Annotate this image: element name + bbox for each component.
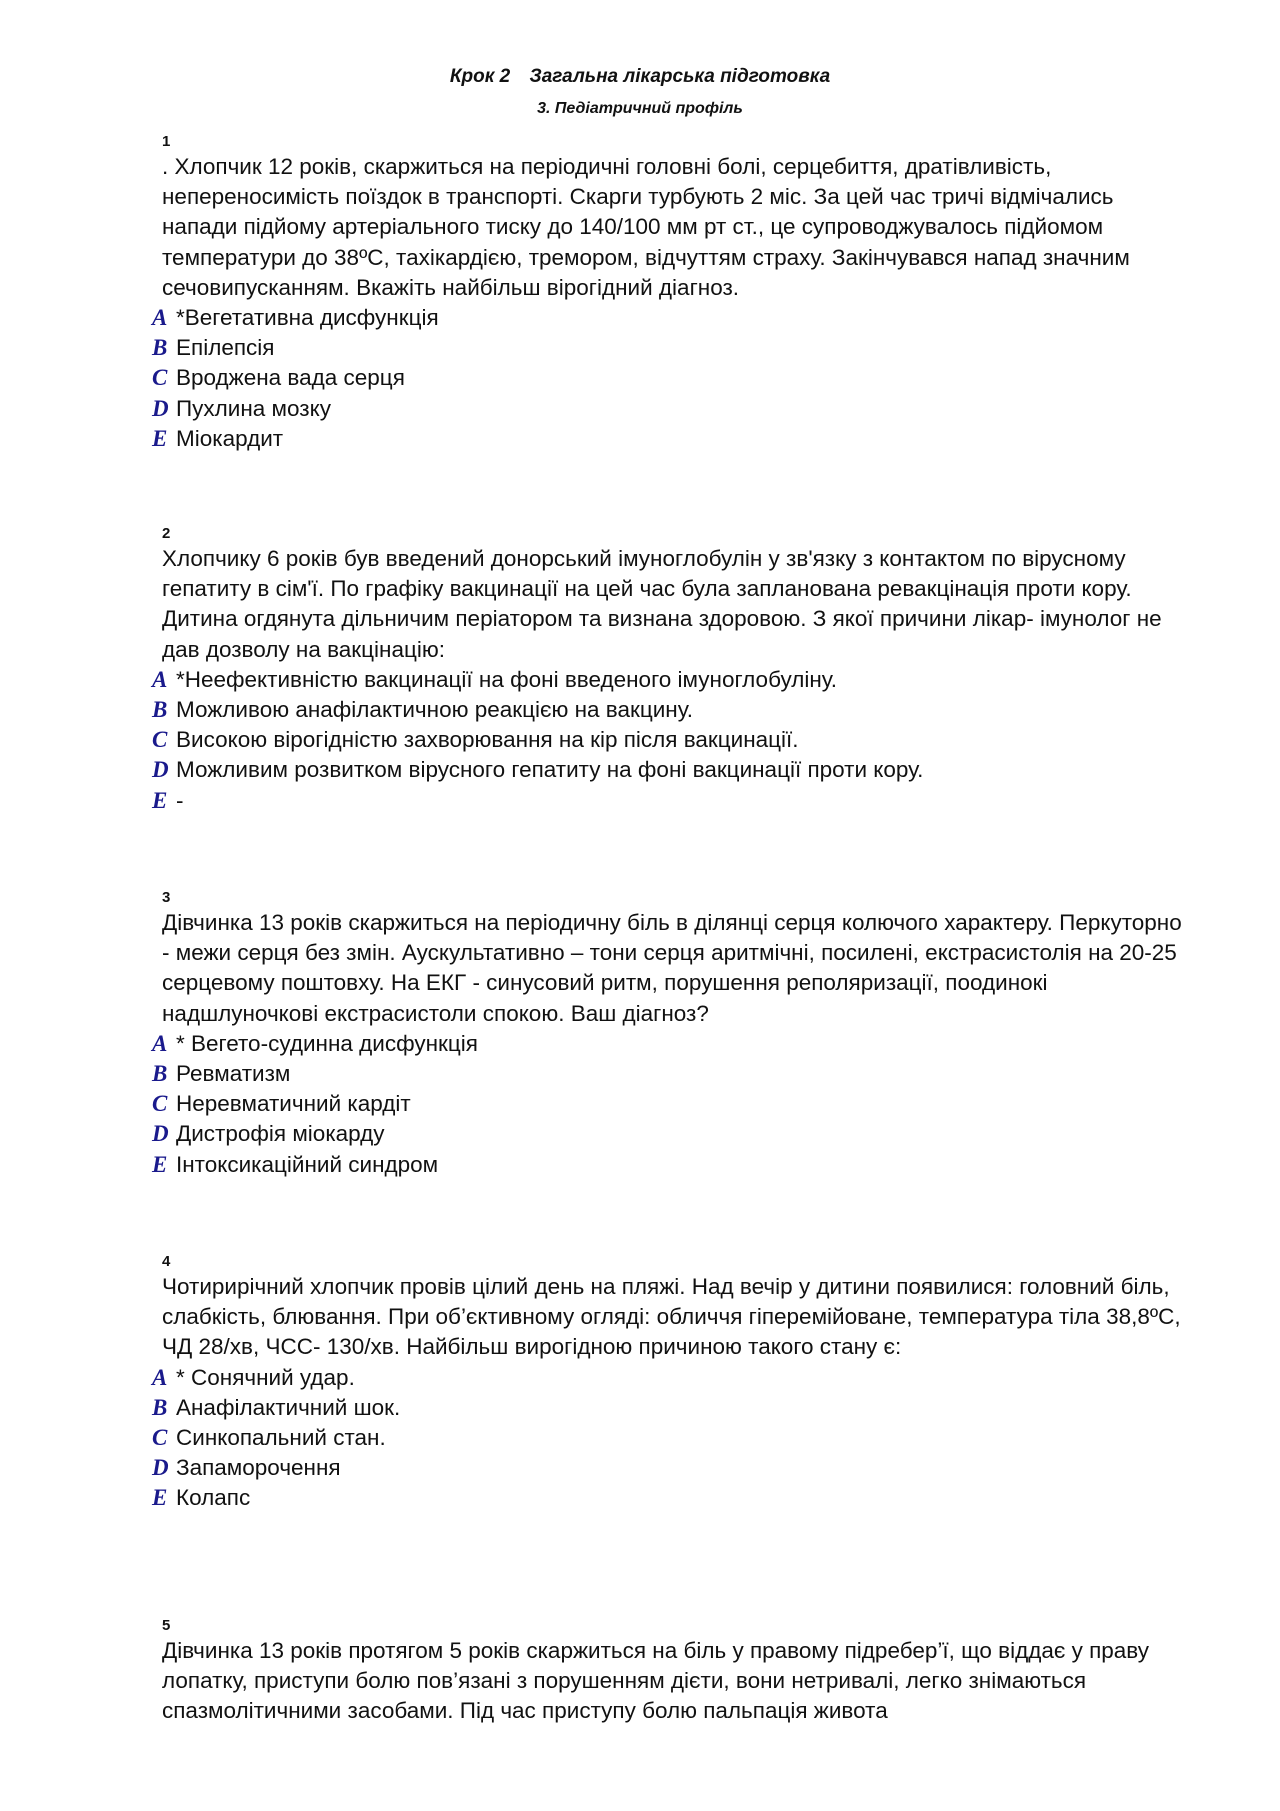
question-text: . Хлопчик 12 років, скаржиться на періодичні головні болі, серцебиття, дратівливість, непереносимість поїздок в транспорті. Скарги турбують 2 міс. За цей час тричі відмічались напади підйому артеріального тиску до 140/100 мм рт ст., це супроводжувалось підйомом температури до 38ºС, тахікардією, тремором, відчуттям страху. Закінчувався напад значним сечовипусканням. Вкажіть найбільш вірогідний діагноз. xyxy=(162,154,1130,300)
option-c[interactable] xyxy=(152,1423,1192,1453)
option-text: Синкопальний стан. xyxy=(176,1425,386,1451)
option-text: Міокардит xyxy=(176,425,284,451)
option-text: Можливою анафілактичною реакцією на вакцину. xyxy=(176,697,693,723)
option-letter: E xyxy=(152,425,168,451)
option-d[interactable] xyxy=(152,394,1192,424)
title-exam: Крок 2 xyxy=(449,66,511,87)
option-letter: E xyxy=(152,1485,168,1511)
option-letter: B xyxy=(152,335,168,361)
title-subject: Загальна лікарська підготовка xyxy=(529,66,831,87)
option-c[interactable] xyxy=(152,1089,1192,1119)
option-letter: D xyxy=(152,1121,169,1147)
option-a[interactable] xyxy=(152,1363,1192,1393)
option-text: Неревматичний кардіт xyxy=(176,1091,411,1117)
answer-options xyxy=(152,1029,1192,1180)
option-b[interactable] xyxy=(152,695,1192,725)
option-text: Інтоксикаційний синдром xyxy=(176,1151,439,1177)
option-letter: D xyxy=(152,757,169,783)
option-letter: A xyxy=(152,1364,168,1390)
question-number: 1 xyxy=(162,133,171,150)
page-subtitle: 3. Педіатричний профіль xyxy=(537,100,743,117)
page-title xyxy=(0,66,1280,88)
option-a[interactable] xyxy=(152,303,1192,333)
question-text: Дівчинка 13 років скаржиться на періодичну біль в ділянці серця колючого характеру. Перкуторно - межи серця без змін. Аускультативно – тони серця аритмічні, посилені, екстрасистолія на 20-25 серцевому поштовху. На ЕКГ - синусовий ритм, порушення реполяризації, поодинокі надшлуночкові екстрасистоли спокою. Ваш діагноз? xyxy=(162,910,1182,1026)
option-text: Ревматизм xyxy=(176,1061,291,1087)
option-d[interactable] xyxy=(152,1119,1192,1149)
option-e[interactable] xyxy=(152,1483,1192,1513)
question-number: 5 xyxy=(162,1617,171,1634)
option-text: Дистрофія міокарду xyxy=(176,1121,385,1147)
question-4 xyxy=(152,1252,1192,1514)
option-text: Епілепсія xyxy=(176,335,275,361)
option-text: Запаморочення xyxy=(176,1455,341,1481)
option-letter: C xyxy=(152,727,168,753)
option-text: *Неефективністю вакцинації на фоні введеного імуноглобуліну. xyxy=(176,666,838,692)
question-5 xyxy=(152,1616,1192,1727)
option-text: Вроджена вада серця xyxy=(176,365,405,391)
option-letter: D xyxy=(152,1455,169,1481)
option-a[interactable] xyxy=(152,665,1192,695)
option-letter: A xyxy=(152,666,168,692)
option-text: Високою вірогідністю захворювання на кір після вакцинації. xyxy=(176,727,799,753)
option-e[interactable] xyxy=(152,1150,1192,1180)
question-number: 4 xyxy=(162,1253,171,1270)
question-3 xyxy=(152,888,1192,1180)
option-text: * Вегето-судинна дисфункція xyxy=(176,1030,478,1056)
option-b[interactable] xyxy=(152,1059,1192,1089)
question-1 xyxy=(152,132,1192,454)
option-letter: A xyxy=(152,1030,168,1056)
option-letter: E xyxy=(152,787,168,813)
option-letter: B xyxy=(152,1394,168,1420)
option-text: - xyxy=(176,787,184,813)
option-text: Колапс xyxy=(176,1485,251,1511)
question-number: 3 xyxy=(162,889,171,906)
question-number: 2 xyxy=(162,525,171,542)
option-letter: B xyxy=(152,697,168,723)
question-2 xyxy=(152,524,1192,816)
option-letter: C xyxy=(152,365,168,391)
option-c[interactable] xyxy=(152,363,1192,393)
option-text: *Вегетативна дисфункція xyxy=(176,305,439,331)
option-text: Можливим розвитком вірусного гепатиту на фоні вакцинації проти кору. xyxy=(176,757,924,783)
option-letter: B xyxy=(152,1061,168,1087)
answer-options xyxy=(152,665,1192,816)
option-d[interactable] xyxy=(152,755,1192,785)
question-text: Хлопчику 6 років був введений донорський імуноглобулін у зв'язку з контактом по вірусному гепатиту в сім'ї. По графіку вакцинації на цей час була запланована ревакцінація проти кору. Дитина огдянута дільничим періатором та визнана здоровою. З якої причини лікар- імунолог не дав дозволу на вакцінацію: xyxy=(162,546,1162,662)
option-text: Анафілактичний шок. xyxy=(176,1394,401,1420)
option-a[interactable] xyxy=(152,1029,1192,1059)
option-letter: C xyxy=(152,1425,168,1451)
option-text: Пухлина мозку xyxy=(176,395,331,421)
option-c[interactable] xyxy=(152,725,1192,755)
option-letter: C xyxy=(152,1091,168,1117)
option-d[interactable] xyxy=(152,1453,1192,1483)
option-letter: D xyxy=(152,395,169,421)
question-text: Чотирирічний хлопчик провів цілий день на пляжі. Над вечір у дитини появилися: головний біль, слабкість, блювання. При об’єктивному огляді: обличчя гіперемійоване, температура тіла 38,8ºС, ЧД 28/хв, ЧСС- 130/хв. Найбільш вирогідною причиною такого стану є: xyxy=(162,1274,1181,1360)
option-b[interactable] xyxy=(152,1393,1192,1423)
option-b[interactable] xyxy=(152,333,1192,363)
question-text: Дівчинка 13 років протягом 5 років скаржиться на біль у правому підребер’ї, що віддає у праву лопатку, приступи болю пов’язані з порушенням дієти, вони нетривалі, легко знімаються спазмолітичними засобами. Під час приступу болю пальпація живота xyxy=(162,1638,1150,1724)
option-letter: A xyxy=(152,305,168,331)
option-text: * Сонячний удар. xyxy=(176,1364,355,1390)
answer-options xyxy=(152,1363,1192,1514)
option-e[interactable] xyxy=(152,424,1192,454)
answer-options xyxy=(152,303,1192,454)
option-letter: E xyxy=(152,1151,168,1177)
option-e[interactable] xyxy=(152,786,1192,816)
